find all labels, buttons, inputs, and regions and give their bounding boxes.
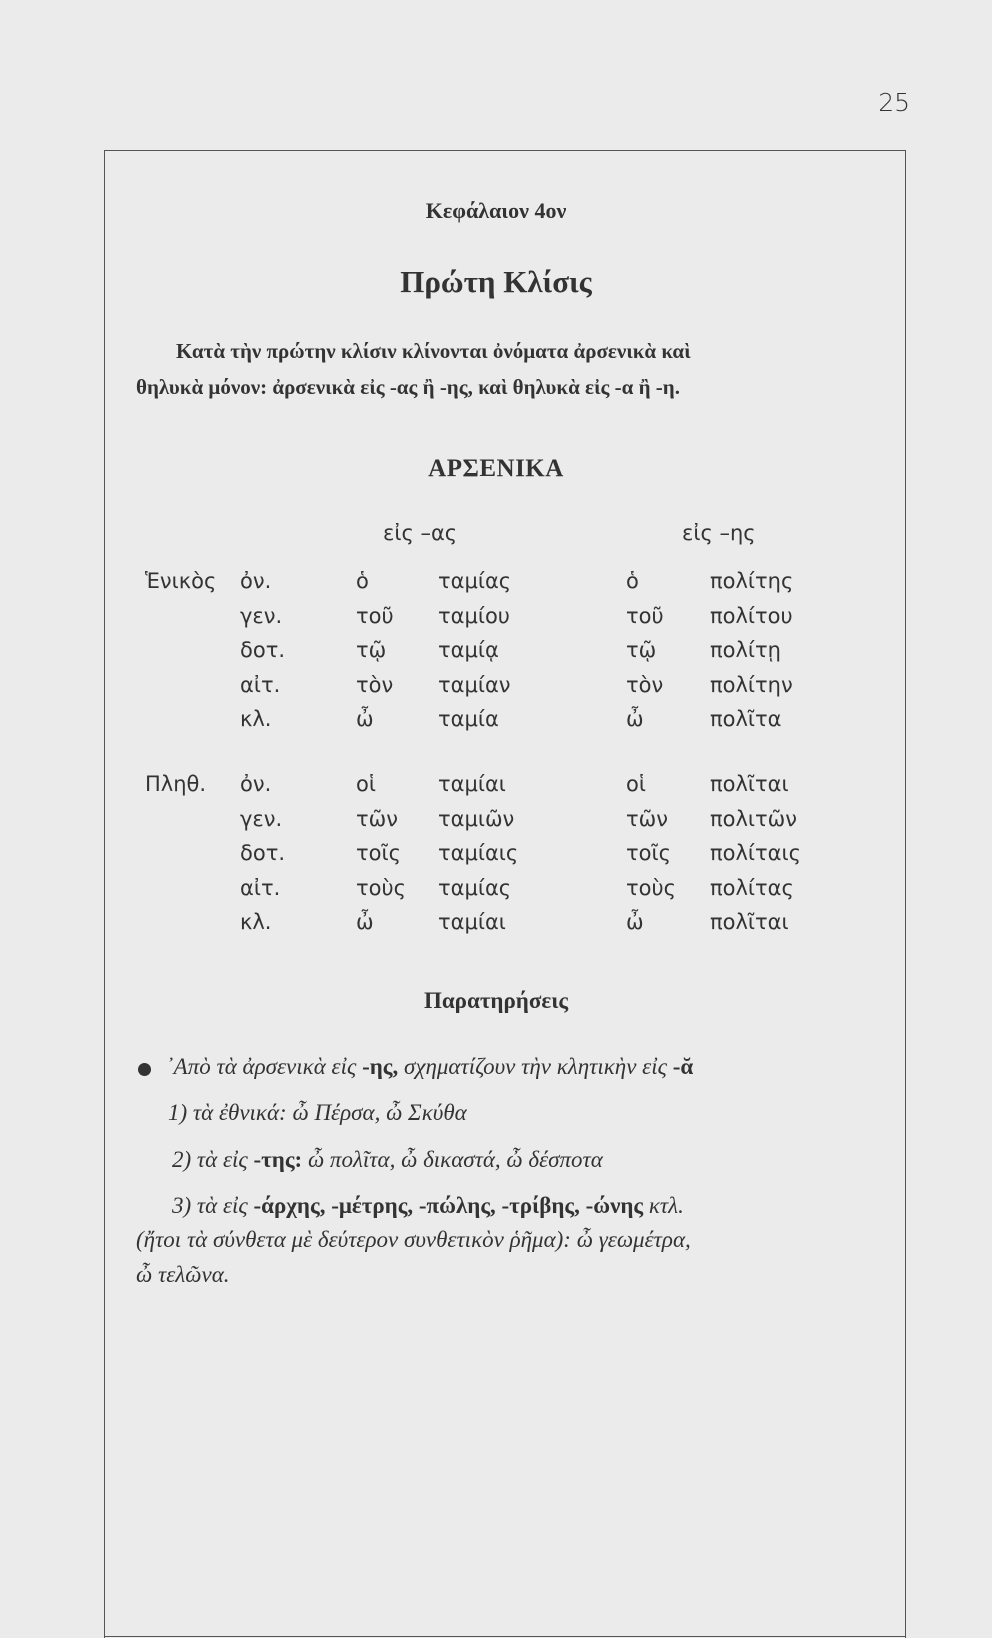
table-cell-case: κλ. (240, 707, 272, 731)
bullet-icon (138, 1063, 151, 1076)
table-cell-article-as: οἱ (356, 772, 376, 796)
table-cell-noun-is: πολίταις (710, 841, 801, 865)
table-cell-case: δοτ. (240, 638, 286, 662)
table-cell-case: κλ. (240, 910, 272, 934)
table-cell-noun-as: ταμίας (438, 569, 512, 593)
table-cell-case: αἰτ. (240, 672, 281, 697)
chapter-heading: Κεφάλαιον 4ον (425, 198, 567, 223)
table-cell-case: αἰτ. (240, 875, 281, 900)
intro-line-2: θηλυκὰ μόνον: ἀρσενικὰ εἰς -ας ἢ -ης, καὶ θηλυκὰ εἰς -α ἢ -η. (136, 375, 680, 399)
table-cell-article-as: ὦ (356, 910, 374, 934)
table-cell-article-is: τοὺς (626, 875, 676, 900)
note-line-1: ᾿Απὸ τὰ ἀρσενικὰ εἰς -ης, σχηματίζουν τὴν κλητικὴν εἰς -ᾰ (166, 1054, 694, 1079)
table-cell-noun-is: πολίτῃ (710, 638, 781, 662)
table-cell-article-as: τοῖς (356, 841, 401, 865)
table-cell-article-is: ὁ (626, 569, 639, 593)
table-cell-noun-is: πολῖται (710, 772, 789, 796)
table-cell-case: ὀν. (240, 569, 272, 593)
page-title: Πρώτη Κλίσις (400, 264, 592, 299)
table-cell-article-as: ὁ (356, 569, 369, 593)
note-line-5: (ἤτοι τὰ σύνθετα μὲ δεύτερον συνθετικὸν ῥῆμα): ὦ γεωμέτρα, (136, 1227, 691, 1252)
table-cell-case: ὀν. (240, 772, 272, 796)
number-label: Ἑνικὸς (145, 569, 217, 593)
table-cell-noun-is: πολίτης (710, 569, 794, 593)
table-cell-noun-as: ταμίαις (438, 841, 519, 865)
table-cell-article-is: ὦ (626, 707, 644, 731)
table-cell-noun-is: πολῖται (710, 910, 789, 934)
number-label: Πληθ. (145, 772, 207, 796)
page-number: 25 (878, 88, 910, 117)
note-line-3: 2) τὰ εἰς -της: ὦ πολῖτα, ὦ δικαστά, ὦ δέσποτα (172, 1147, 603, 1172)
table-cell-article-is: τῷ (626, 638, 657, 662)
table-cell-article-as: τοῦ (356, 603, 394, 628)
table-cell-article-as: τῷ (356, 638, 387, 662)
table-cell-noun-as: ταμίαι (438, 772, 506, 796)
table-cell-article-is: τῶν (626, 806, 668, 831)
column-header-as: εἰς –ας (383, 521, 458, 545)
frame-bottom-rule (104, 1636, 906, 1637)
table-cell-noun-is: πολῖτα (710, 707, 782, 731)
table-cell-noun-as: ταμίᾳ (438, 638, 499, 662)
table-cell-case: γεν. (240, 806, 283, 831)
note-line-2: 1) τὰ ἐθνικά: ὦ Πέρσα, ὦ Σκύθα (168, 1100, 467, 1125)
table-cell-article-is: τοῦ (626, 603, 664, 628)
table-cell-noun-is: πολίτην (710, 672, 793, 697)
note-line-4: 3) τὰ εἰς -άρχης, -μέτρης, -πώλης, -τρίβης, -ώνης κτλ. (172, 1193, 684, 1218)
section-title: ΑΡΣΕΝΙΚΑ (428, 455, 564, 482)
table-cell-noun-as: ταμία (438, 707, 499, 731)
table-cell-noun-is: πολίτου (710, 603, 793, 628)
table-cell-noun-as: ταμίου (438, 603, 510, 628)
notes-title: Παρατηρήσεις (423, 988, 569, 1013)
table-cell-article-as: τοὺς (356, 875, 406, 900)
table-cell-case: δοτ. (240, 841, 286, 865)
column-header-is: εἰς –ης (682, 521, 756, 545)
table-cell-noun-as: ταμίαν (438, 672, 511, 697)
table-cell-article-is: τοῖς (626, 841, 671, 865)
table-cell-article-is: ὦ (626, 910, 644, 934)
table-cell-article-is: τὸν (626, 672, 664, 697)
table-cell-noun-is: πολίτας (710, 875, 794, 900)
intro-line-1: Κατὰ τὴν πρώτην κλίσιν κλίνονται ὀνόματα ἀρσενικὰ καὶ (176, 339, 691, 363)
table-cell-noun-is: πολιτῶν (710, 806, 797, 831)
table-cell-case: γεν. (240, 603, 283, 628)
table-cell-article-is: οἱ (626, 772, 646, 796)
table-cell-noun-as: ταμιῶν (438, 806, 515, 831)
table-cell-noun-as: ταμίαι (438, 910, 506, 934)
table-cell-noun-as: ταμίας (438, 875, 512, 900)
note-line-6: ὦ τελῶνα. (136, 1262, 230, 1287)
table-cell-article-as: ὦ (356, 707, 374, 731)
table-cell-article-as: τῶν (356, 806, 398, 831)
table-cell-article-as: τὸν (356, 672, 394, 697)
